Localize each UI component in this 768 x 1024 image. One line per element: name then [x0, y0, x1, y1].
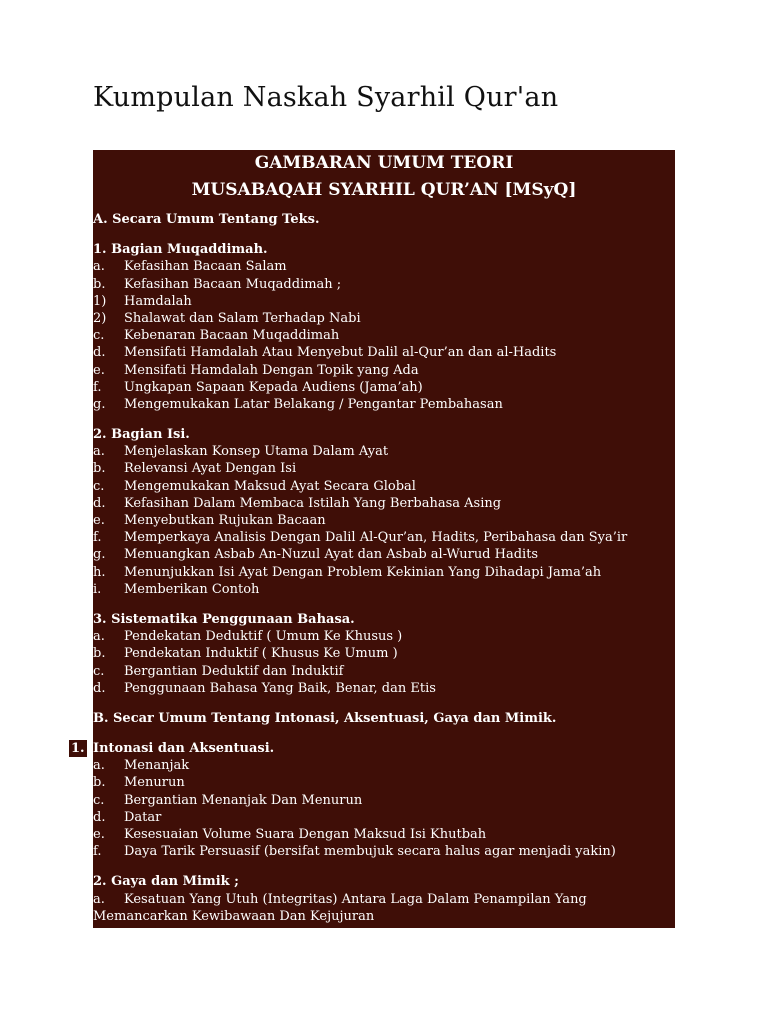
part-2-list — [93, 443, 675, 598]
document-heading — [93, 150, 675, 204]
list-item-text: Pendekatan Deduktif ( Umum Ke Khusus ) — [124, 629, 403, 645]
list-item-marker: g. — [93, 547, 106, 563]
list-item — [93, 529, 675, 546]
list-item-marker: f. — [93, 530, 102, 546]
list-item-marker: a. — [93, 758, 105, 774]
list-item-text: Kesesuaian Volume Suara Dengan Maksud Isi Khutbah — [124, 827, 487, 842]
part-b1-title — [71, 740, 675, 757]
list-item — [93, 478, 675, 495]
list-item — [93, 891, 675, 908]
part-3-list — [93, 628, 675, 697]
list-item — [93, 276, 675, 293]
list-item-text: Mengemukakan Maksud Ayat Secara Global — [124, 478, 416, 494]
list-item-marker: e. — [93, 513, 105, 528]
document-content — [71, 211, 675, 925]
list-item-marker: f. — [93, 844, 102, 860]
list-item — [93, 680, 675, 697]
list-item — [93, 826, 675, 843]
list-item — [93, 757, 675, 774]
list-item — [93, 495, 675, 512]
list-item-marker: c. — [93, 478, 105, 494]
list-item-marker: i. — [93, 581, 102, 597]
part-3-title: 3. Sistematika Penggunaan Bahasa. — [93, 611, 355, 627]
list-item-text: Memperkaya Analisis Dengan Dalil Al-Qur’an, Hadits, Peribahasa dan Sya’ir — [124, 530, 628, 546]
part-b1-list — [93, 757, 675, 860]
list-item-text: Mensifati Hamdalah Atau Menyebut Dalil al-Qur’an dan al-Hadits — [124, 345, 557, 361]
list-item-text: Menanjak — [124, 758, 190, 774]
list-item-text: Shalawat dan Salam Terhadap Nabi — [124, 310, 361, 326]
list-item-text: Menunjukkan Isi Ayat Dengan Problem Kekinian Yang Dihadapi Jama’ah — [124, 564, 602, 580]
list-item-marker: h. — [93, 564, 106, 580]
list-item-marker: g. — [93, 396, 106, 412]
list-item-text: Menyebutkan Rujukan Bacaan — [124, 513, 326, 528]
list-item-text: Bergantian Deduktif dan Induktif — [124, 663, 344, 679]
page-title: Kumpulan Naskah Syarhil Qur'an — [93, 82, 559, 113]
list-item — [93, 843, 675, 860]
list-item — [93, 344, 675, 361]
list-item — [93, 792, 675, 809]
list-item-text: Daya Tarik Persuasif (bersifat membujuk secara halus agar menjadi yakin) — [124, 844, 616, 860]
list-item-marker: e. — [93, 827, 105, 842]
list-item-marker: c. — [93, 328, 105, 344]
list-item-marker: c. — [93, 792, 105, 808]
list-item — [93, 774, 675, 791]
list-item-text: Ungkapan Sapaan Kepada Audiens (Jama’ah) — [124, 379, 423, 395]
list-item — [93, 512, 675, 529]
list-item-marker: d. — [93, 345, 106, 361]
list-item — [93, 581, 675, 598]
list-item-text: Mensifati Hamdalah Dengan Topik yang Ada — [124, 362, 419, 378]
list-item-text: Kefasihan Bacaan Salam — [124, 259, 287, 275]
list-item-marker: d. — [93, 809, 106, 825]
list-item — [93, 293, 675, 310]
list-item — [93, 396, 675, 413]
list-item — [93, 645, 675, 662]
list-item-text: Datar — [124, 809, 162, 825]
list-item — [93, 460, 675, 477]
part-b1-title-text: Intonasi dan Aksentuasi. — [93, 741, 275, 757]
list-item — [93, 564, 675, 581]
list-item-text: Bergantian Menanjak Dan Menurun — [124, 792, 363, 808]
list-item-text: Hamdalah — [124, 293, 192, 309]
list-item-text: Menjelaskan Konsep Utama Dalam Ayat — [124, 444, 389, 460]
list-item — [93, 546, 675, 563]
list-item-text: Penggunaan Bahasa Yang Baik, Benar, dan Etis — [124, 680, 436, 696]
list-item-marker: e. — [93, 362, 105, 378]
part-b2-continuation: Memancarkan Kewibawaan Dan Kejujuran — [93, 908, 375, 924]
part-b1-number: 1. — [71, 741, 85, 757]
list-item-marker: f. — [93, 379, 102, 395]
list-item-marker: a. — [93, 629, 105, 645]
list-item-marker: b. — [93, 646, 106, 662]
list-item-marker: b. — [93, 461, 106, 477]
list-item-marker: a. — [93, 259, 105, 275]
list-item-text: Menuangkan Asbab An-Nuzul Ayat dan Asbab al-Wurud Hadits — [124, 547, 539, 563]
part-b2-title: 2. Gaya dan Mimik ; — [93, 874, 239, 890]
part-b2-list — [93, 891, 675, 908]
list-item-marker: c. — [93, 663, 105, 679]
list-item-marker: b. — [93, 775, 106, 791]
list-item-text: Mengemukakan Latar Belakang / Pengantar Pembahasan — [124, 396, 503, 412]
list-item-text: Relevansi Ayat Dengan Isi — [124, 461, 297, 477]
list-item-text: Kefasihan Dalam Membaca Istilah Yang Berbahasa Asing — [124, 495, 502, 511]
heading-line-2: MUSABAQAH SYARHIL QUR’AN [MSyQ] — [191, 180, 577, 200]
section-a-title: A. Secara Umum Tentang Teks. — [93, 212, 320, 227]
list-item-text: Pendekatan Induktif ( Khusus Ke Umum ) — [124, 646, 398, 662]
list-item-marker: a. — [93, 891, 105, 907]
list-item-marker: 1) — [93, 293, 107, 309]
list-item — [93, 809, 675, 826]
list-item-text: Kefasihan Bacaan Muqaddimah ; — [124, 276, 342, 292]
document-panel — [71, 150, 675, 928]
list-item-marker: a. — [93, 444, 105, 460]
list-item — [93, 379, 675, 396]
list-item-text: Kesatuan Yang Utuh (Integritas) Antara Laga Dalam Penampilan Yang — [124, 891, 587, 907]
list-item-text: Memberikan Contoh — [124, 581, 260, 597]
list-item — [93, 327, 675, 344]
list-item — [93, 362, 675, 379]
list-item-text: Menurun — [124, 775, 185, 791]
list-item — [93, 443, 675, 460]
list-item — [93, 258, 675, 275]
part-1-title: 1. Bagian Muqaddimah. — [93, 242, 268, 258]
part-2-title: 2. Bagian Isi. — [93, 427, 190, 443]
heading-line-1: GAMBARAN UMUM TEORI — [254, 153, 514, 173]
list-item-marker: d. — [93, 680, 106, 696]
list-item — [93, 628, 675, 645]
list-item-marker: b. — [93, 276, 106, 292]
list-item-marker: d. — [93, 495, 106, 511]
list-item-text: Kebenaran Bacaan Muqaddimah — [124, 328, 340, 344]
list-item — [93, 663, 675, 680]
part-1-list — [93, 258, 675, 413]
list-item — [93, 310, 675, 327]
section-b-title: B. Secar Umum Tentang Intonasi, Aksentuasi, Gaya dan Mimik. — [93, 710, 557, 726]
list-item-marker: 2) — [93, 310, 107, 326]
